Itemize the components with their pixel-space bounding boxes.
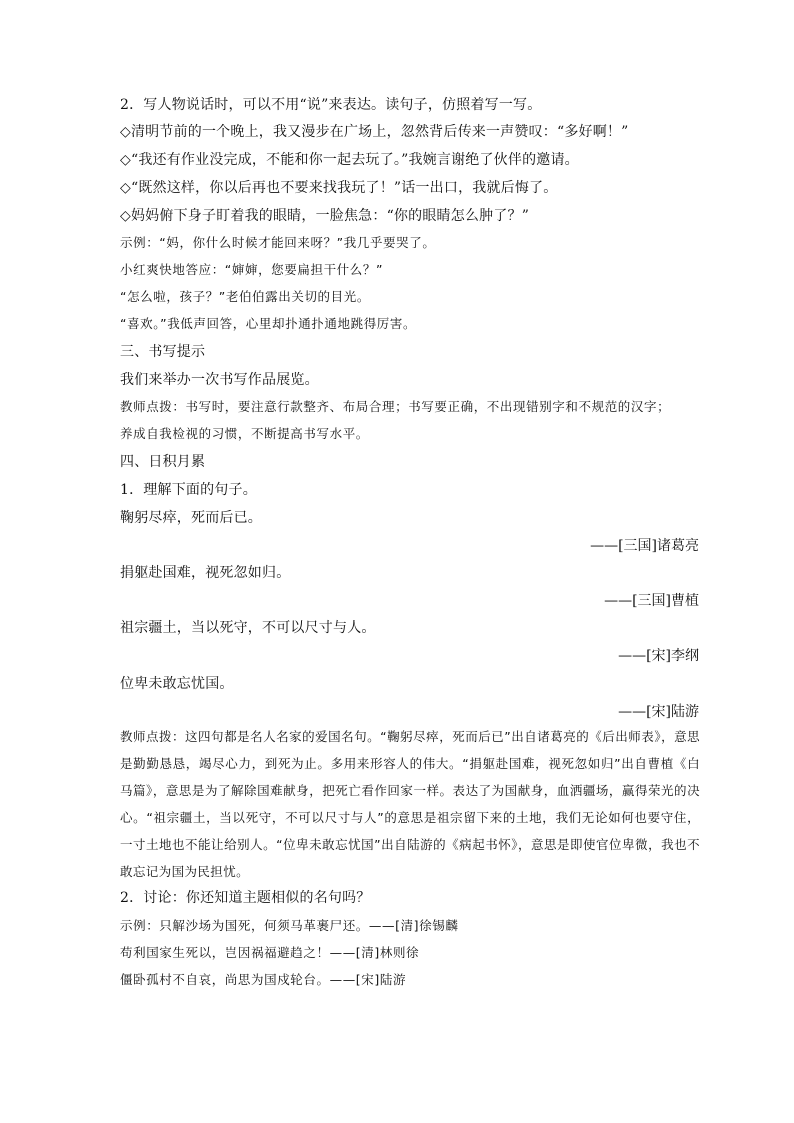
section4-item1: 1．理解下面的句子。 — [120, 482, 257, 498]
quote-3: 祖宗疆土，当以死守，不可以尺寸与人。 — [120, 620, 376, 636]
quote-2: 捐躯赴国难，视死忽如归。 — [120, 565, 291, 581]
quote-4-source: ——[宋]陆游 — [618, 704, 699, 720]
sentence-4: ◇妈妈俯下身子盯着我的眼睛，一脸焦急：“你的眼睛怎么肿了？” — [120, 208, 530, 224]
teacher-explanation: 教师点拨：这四句都是名人名家的爱国名句。“鞠躬尽瘁，死而后已”出自诸葛亮的《后出师表》，意思是勤勤恳恳，竭尽心力，到死为止。多用来形容人的伟大。“捐躯赴国难，视死忽如归”出自曹植《白马篇》，意思是为了解除国难献身，把死亡看作回家一样。表达了为国献身，血洒疆场，赢得荣光的决心。“祖宗疆土，当以死守，不可以尺寸与人”的意思是祖宗留下来的土地，我们无论如何也要守住，一寸土地也不能让给别人。“位卑未敢忘忧国”出自陆游的《病起书怀》，意思是即使官位卑微，我也不敢忘记为国为民担忧。 — [120, 729, 700, 879]
example-1: 示例：“妈，你什么时候才能回来呀？”我几乎要哭了。 — [120, 235, 436, 250]
example-2: 小红爽快地答应：“婶婶，您要扁担干什么？” — [120, 262, 384, 277]
example-3: “怎么啦，孩子？”老伯伯露出关切的目光。 — [120, 289, 370, 304]
writing-tip-line-2: 养成自我检视的习惯，不断提高书写水平。 — [120, 426, 369, 441]
section4-item2: 2．讨论：你还知道主题相似的名句吗？ — [120, 890, 371, 906]
section3-heading: 三、书写提示 — [120, 344, 206, 360]
sentence-1: ◇清明节前的一个晚上，我又漫步在广场上，忽然背后传来一声赞叹：“多好啊！” — [120, 124, 629, 140]
quote-2-source: ——[三国]曹植 — [604, 593, 699, 609]
quote-1-source: ——[三国]诸葛亮 — [590, 538, 699, 554]
discussion-1: 示例：只解沙场为国死，何须马革裹尸还。——[清]徐锡麟 — [120, 918, 459, 933]
quote-4: 位卑未敢忘忧国。 — [120, 676, 234, 692]
sentence-3: ◇“既然这样，你以后再也不要来找我玩了！”话一出口，我就后悔了。 — [120, 180, 558, 196]
writing-tip-line-1: 教师点拨：书写时，要注意行款整齐、布局合理；书写要正确，不出现错别字和不规范的汉字； — [120, 399, 671, 414]
section4-heading: 四、日积月累 — [120, 454, 206, 470]
discussion-2: 苟利国家生死以，岂因祸福避趋之！——[清]林则徐 — [120, 945, 420, 960]
sentence-2: ◇“我还有作业没完成，不能和你一起去玩了。”我婉言谢绝了伙伴的邀请。 — [120, 152, 579, 168]
quote-1: 鞠躬尽瘁，死而后已。 — [120, 510, 262, 526]
section3-line: 我们来举办一次书写作品展览。 — [120, 372, 319, 388]
item2-title: 2．写人物说话时，可以不用“说”来表达。读句子，仿照着写一写。 — [120, 97, 542, 113]
example-4: “喜欢。”我低声回答，心里却扑通扑通地跳得厉害。 — [120, 316, 417, 331]
quote-3-source: ——[宋]李纲 — [618, 648, 699, 664]
discussion-3: 僵卧孤村不自哀，尚思为国戍轮台。——[宋]陆游 — [120, 972, 407, 987]
